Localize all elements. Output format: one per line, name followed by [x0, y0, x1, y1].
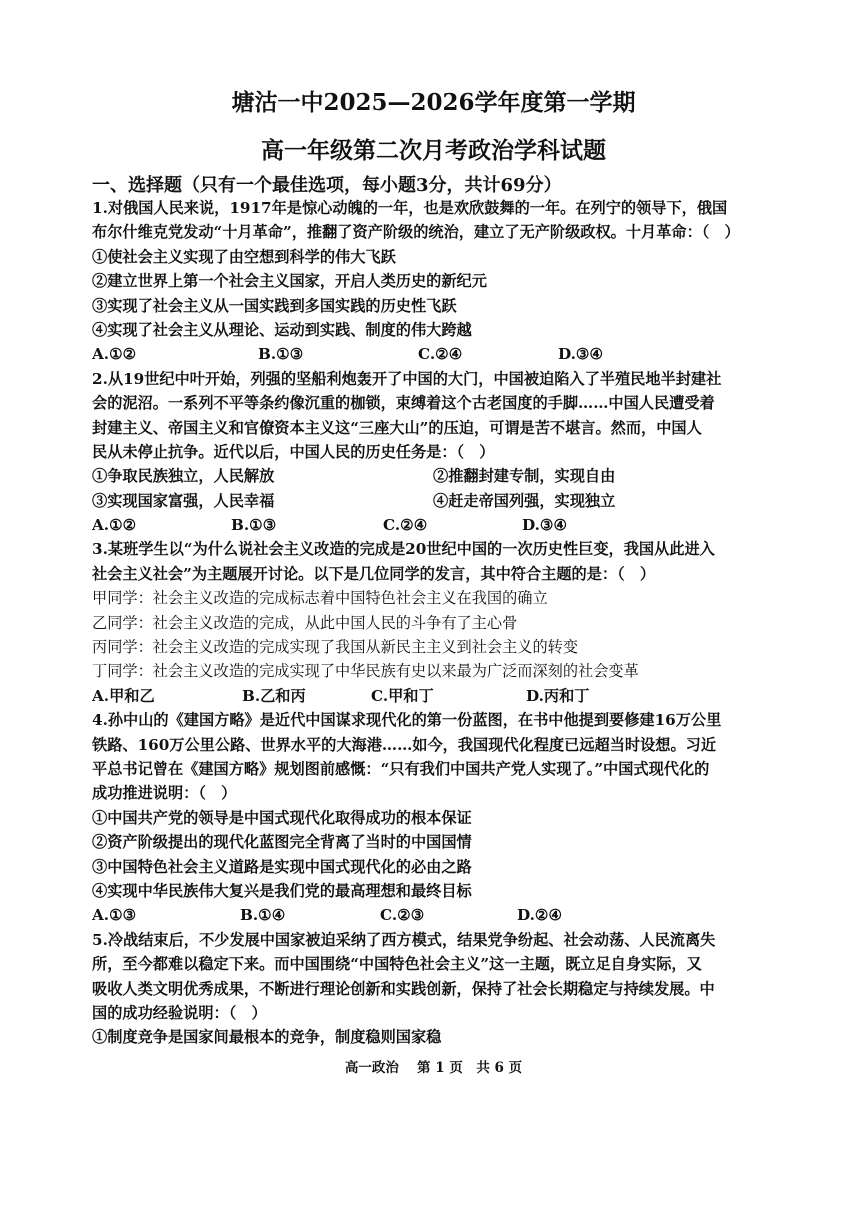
question-stem-line: 民从未停止抗争。近代以后，中国人民的历史任务是：（ ） — [92, 442, 495, 461]
student-statement: 甲同学：社会主义改造的完成标志着中国特色社会主义在我国的确立 — [92, 589, 548, 608]
statement-item: ①制度竞争是国家间最根本的竞争，制度稳则国家稳 — [92, 1028, 442, 1047]
question-stem-line: 成功推进说明：（ ） — [92, 784, 237, 803]
exam-title: 塘沽一中2025—2026学年度第一学期 — [231, 89, 636, 116]
option-c: C.②④ — [383, 516, 428, 535]
option-b: B.①③ — [258, 345, 304, 364]
question-stem-line: 2.从19世纪中叶开始，列强的坚船利炮轰开了中国的大门，中国被迫陷入了半殖民地半封建社 — [92, 369, 722, 388]
exam-subtitle: 高一年级第二次月考政治学科试题 — [261, 137, 606, 164]
option-b: B.乙和丙 — [242, 686, 306, 705]
option-a: A.①② — [92, 345, 137, 364]
question-stem-line: 1.对俄国人民来说，1917年是惊心动魄的一年，也是欢欣鼓舞的一年。在列宁的领导下，俄国 — [92, 199, 728, 217]
question-stem-line: 社会主义社会”为主题展开讨论。以下是几位同学的发言，其中符合主题的是：（ ） — [92, 564, 656, 583]
statement-item: ②资产阶级提出的现代化蓝图完全背离了当时的中国国情 — [92, 833, 472, 852]
option-d: D.③④ — [522, 516, 568, 535]
section-heading: 一、选择题（只有一个最佳选项，每小题3分，共计69分） — [92, 175, 562, 196]
answer-options — [92, 684, 792, 708]
page-footer: 高一政治 第 1 页 共 6 页 — [344, 1060, 523, 1076]
question-stem-line: 平总书记曾在《建国方略》规划图前感慨：“只有我们中国共产党人实现了。”中国式现代化的 — [92, 759, 710, 778]
questions-body — [92, 196, 792, 1050]
option-a: A.甲和乙 — [92, 686, 155, 705]
question-stem-line: 5.冷战结束后，不少发展中国家被迫采纳了西方模式，结果党争纷起、社会动荡、人民流离失 — [92, 930, 716, 949]
statement-item: ①使社会主义实现了由空想到科学的伟大飞跃 — [92, 247, 396, 266]
question-1 — [92, 196, 792, 367]
statement-row — [92, 464, 792, 488]
statement-row — [92, 489, 792, 513]
statement-item: ②建立世界上第一个社会主义国家，开启人类历史的新纪元 — [92, 272, 487, 291]
question-stem-line: 所，至今都难以稳定下来。而中国围绕“中国特色社会主义”这一主题，既立足自身实际，又 — [92, 955, 702, 974]
question-3 — [92, 537, 792, 708]
student-statement: 乙同学：社会主义改造的完成，从此中国人民的斗争有了主心骨 — [92, 613, 518, 632]
option-d: D.③④ — [558, 345, 604, 364]
question-stem-line: 会的泥沼。一系列不平等条约像沉重的枷锁，束缚着这个古老国度的手脚……中国人民遭受着 — [92, 394, 715, 413]
question-stem-line: 国的成功经验说明：（ ） — [92, 1003, 267, 1022]
option-d: D.丙和丁 — [526, 686, 590, 705]
answer-options — [92, 513, 792, 537]
answer-options — [92, 342, 792, 366]
option-c: C.②④ — [418, 345, 463, 364]
answer-options — [92, 903, 792, 927]
option-c: C.②③ — [380, 906, 425, 925]
question-stem-line: 铁路、160万公里公路、世界水平的大海港……如今，我国现代化程度已远超当时设想。习近 — [92, 735, 717, 754]
question-stem-line: 封建主义、帝国主义和官僚资本主义这“三座大山”的压迫，可谓是苦不堪言。然而，中国人 — [92, 418, 702, 437]
statement-item: ③实现国家富强，人民幸福 — [92, 491, 275, 510]
statement-item: ③实现了社会主义从一国实践到多国实践的历史性飞跃 — [92, 296, 457, 315]
question-stem-line: 4.孙中山的《建国方略》是近代中国谋求现代化的第一份蓝图，在书中他提到要修建16万公里 — [92, 711, 722, 730]
question-stem-line: 3.某班学生以“为什么说社会主义改造的完成是20世纪中国的一次历史性巨变，我国从此进入 — [92, 540, 715, 559]
option-a: A.①② — [92, 516, 137, 535]
question-2 — [92, 367, 792, 538]
option-d: D.②④ — [517, 906, 563, 925]
option-b: B.①④ — [240, 906, 286, 925]
statement-item: ④实现中华民族伟大复兴是我们党的最高理想和最终目标 — [92, 881, 472, 900]
student-statement: 丁同学：社会主义改造的完成实现了中华民族有史以来最为广泛而深刻的社会变革 — [92, 662, 639, 681]
option-b: B.①③ — [231, 516, 277, 535]
statement-item: ①争取民族独立，人民解放 — [92, 467, 275, 486]
question-stem-line: 吸收人类文明优秀成果，不断进行理论创新和实践创新，保持了社会长期稳定与持续发展。中 — [92, 979, 715, 998]
option-a: A.①③ — [92, 906, 137, 925]
statement-item: ③中国特色社会主义道路是实现中国式现代化的必由之路 — [92, 857, 472, 876]
student-statement: 丙同学：社会主义改造的完成实现了我国从新民主主义到社会主义的转变 — [92, 638, 578, 657]
question-4 — [92, 708, 792, 928]
statement-item: ②推翻封建专制，实现自由 — [433, 467, 616, 486]
statement-item: ④赶走帝国列强，实现独立 — [433, 491, 616, 510]
statement-item: ①中国共产党的领导是中国式现代化取得成功的根本保证 — [92, 808, 472, 827]
question-stem-line: 布尔什维克党发动“十月革命”，推翻了资产阶级的统治，建立了无产阶级政权。十月革命：（ ） — [92, 223, 740, 242]
statement-item: ④实现了社会主义从理论、运动到实践、制度的伟大跨越 — [92, 320, 472, 339]
question-5 — [92, 928, 792, 1050]
option-c: C.甲和丁 — [371, 686, 434, 705]
